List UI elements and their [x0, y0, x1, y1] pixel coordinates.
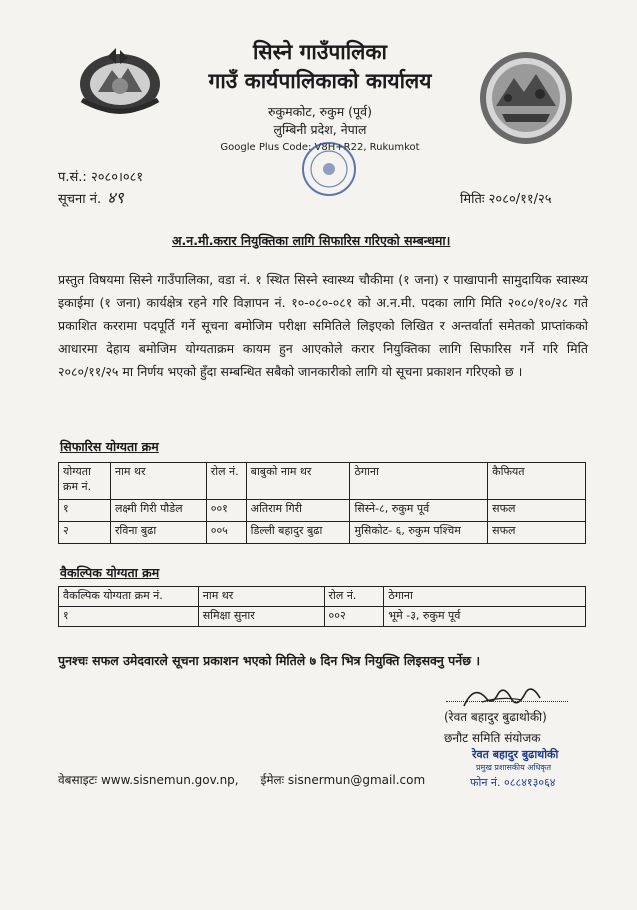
signatory-name: (रेवत बहादुर बुढाथोकी) [444, 710, 547, 724]
table-row [59, 522, 586, 544]
plus-code: Google Plus Code: V8H+R22, Rukumkot [220, 142, 420, 153]
seal-phone: फोन नं. ०८८४१३०६४ [470, 776, 556, 789]
address-line-1: रुकुमकोट, रुकुम (पूर्व) [268, 104, 372, 119]
table-row [59, 607, 586, 627]
col-name: नाम थर [110, 463, 206, 500]
col-name: नाम थर [198, 587, 324, 607]
col-address: ठेगाना [384, 587, 586, 607]
footer-contact [58, 771, 425, 788]
cell-rank: १ [59, 607, 199, 627]
recommended-table [58, 462, 586, 544]
cell-address: मुसिकोट- ६, रुकुम पश्चिम [350, 522, 488, 544]
reference-block [58, 168, 143, 210]
cell-name: समिक्षा सुनार [198, 607, 324, 627]
col-remarks: कैफियत [488, 463, 586, 500]
col-father: बाबुको नाम थर [246, 463, 350, 500]
cell-roll: ००१ [206, 500, 246, 522]
email-link[interactable]: sisnermun@gmail.com [287, 773, 426, 787]
nepal-emblem-icon [68, 40, 172, 120]
cell-address: सिस्ने-८, रुकुम पूर्व [350, 500, 488, 522]
signature-line [446, 701, 568, 702]
signatory-role: छनौट समिति संयोजक [444, 731, 541, 745]
cell-address: भूमे -३, रुकुम पूर्व [384, 607, 586, 627]
col-rank: योग्यता क्रम नं. [59, 463, 111, 500]
table-header-row [59, 463, 586, 500]
alternate-table [58, 586, 586, 627]
seal-role: प्रमुख प्रशासकीय अधिकृत [476, 763, 552, 772]
letter-number: प.सं.: २०८०।०८१ [58, 170, 144, 185]
cell-roll: ००२ [324, 607, 384, 627]
table-row [59, 500, 586, 522]
cell-father: डिल्ली बहादुर बुढा [246, 522, 350, 544]
cell-rank: २ [59, 522, 111, 544]
website-link[interactable]: www.sisnemun.gov.np, [100, 773, 239, 787]
cell-father: अतिराम गिरी [246, 500, 350, 522]
postscript-notice: पुनश्चः सफल उमेदवारले सूचना प्रकाशन भएको मितिले ७ दिन भित्र नियुक्ति लिइसक्नु पर्नेछ । [58, 653, 481, 668]
office-name: गाउँ कार्यपालिकाको कार्यालय [208, 69, 432, 93]
office-stamp-icon [300, 140, 358, 198]
email-label: ईमेलः [260, 773, 285, 787]
subject-line: अ.न.मी.करार नियुक्तिका लागि सिफारिस गरिएको सम्बन्धमा। [172, 233, 451, 248]
cell-rank: १ [59, 500, 111, 522]
col-address: ठेगाना [350, 463, 488, 500]
notice-number-line [58, 188, 143, 210]
notice-number-value: ४९ [107, 188, 124, 207]
cell-name: रविना बुढा [110, 522, 206, 544]
col-roll: रोल नं. [206, 463, 246, 500]
municipality-name: सिस्ने गाउँपालिका [252, 40, 387, 64]
address-line-2: लुम्बिनी प्रदेश, नेपाल [273, 122, 367, 137]
notice-number-label: सूचना नं. [58, 192, 102, 207]
recommended-list-title: सिफारिस योग्यता क्रम [60, 439, 159, 454]
table-header-row [59, 587, 586, 607]
seal-name: रेवत बहादुर बुढाथोकी [472, 748, 559, 761]
municipality-logo-icon [478, 50, 574, 146]
notice-body: प्रस्तुत विषयमा सिस्ने गाउँपालिका, वडा नं. १ स्थित सिस्ने स्वास्थ्य चौकीमा (१ जना) र पाखापानी सामुदायिक स्वास्थ्य इकाईमा (१ जना) कार्यक्षेत्र रहने गरि विज्ञापन नं. १०-०८०-०८१ को अ.न.मी. पदका लागि मिति २०८०/१०/२८ गते प्रकाशित कररामा पदपूर्ति गर्ने सूचना बमोजिम परीक्षा समितिले लिइएको लिखित र अन्तर्वार्ता समेतको प्राप्तांकको आधारमा देहाय बमोजिम योग्यताक्रम कायम हुन आएकोले करार नियुक्तिका लागि सिफारिस गर्ने गरि मिति २०८०/११/२५ मा निर्णय भएको हुँदा सम्बन्धित सबैको जानकारीको लागि यो सूचना प्रकाशन गरिएको छ । [58, 272, 588, 379]
col-rank: वैकल्पिक योग्यता क्रम नं. [59, 587, 199, 607]
col-roll: रोल नं. [324, 587, 384, 607]
cell-name: लक्ष्मी गिरी पौडेल [110, 500, 206, 522]
notice-date: मितिः २०८०/११/२५ [460, 192, 552, 207]
cell-roll: ००५ [206, 522, 246, 544]
letterhead [180, 38, 460, 155]
cell-remarks: सफल [488, 522, 586, 544]
cell-remarks: सफल [488, 500, 586, 522]
alternate-list-title: वैकल्पिक योग्यता क्रम [60, 565, 160, 580]
website-label: वेबसाइटः [58, 773, 98, 787]
